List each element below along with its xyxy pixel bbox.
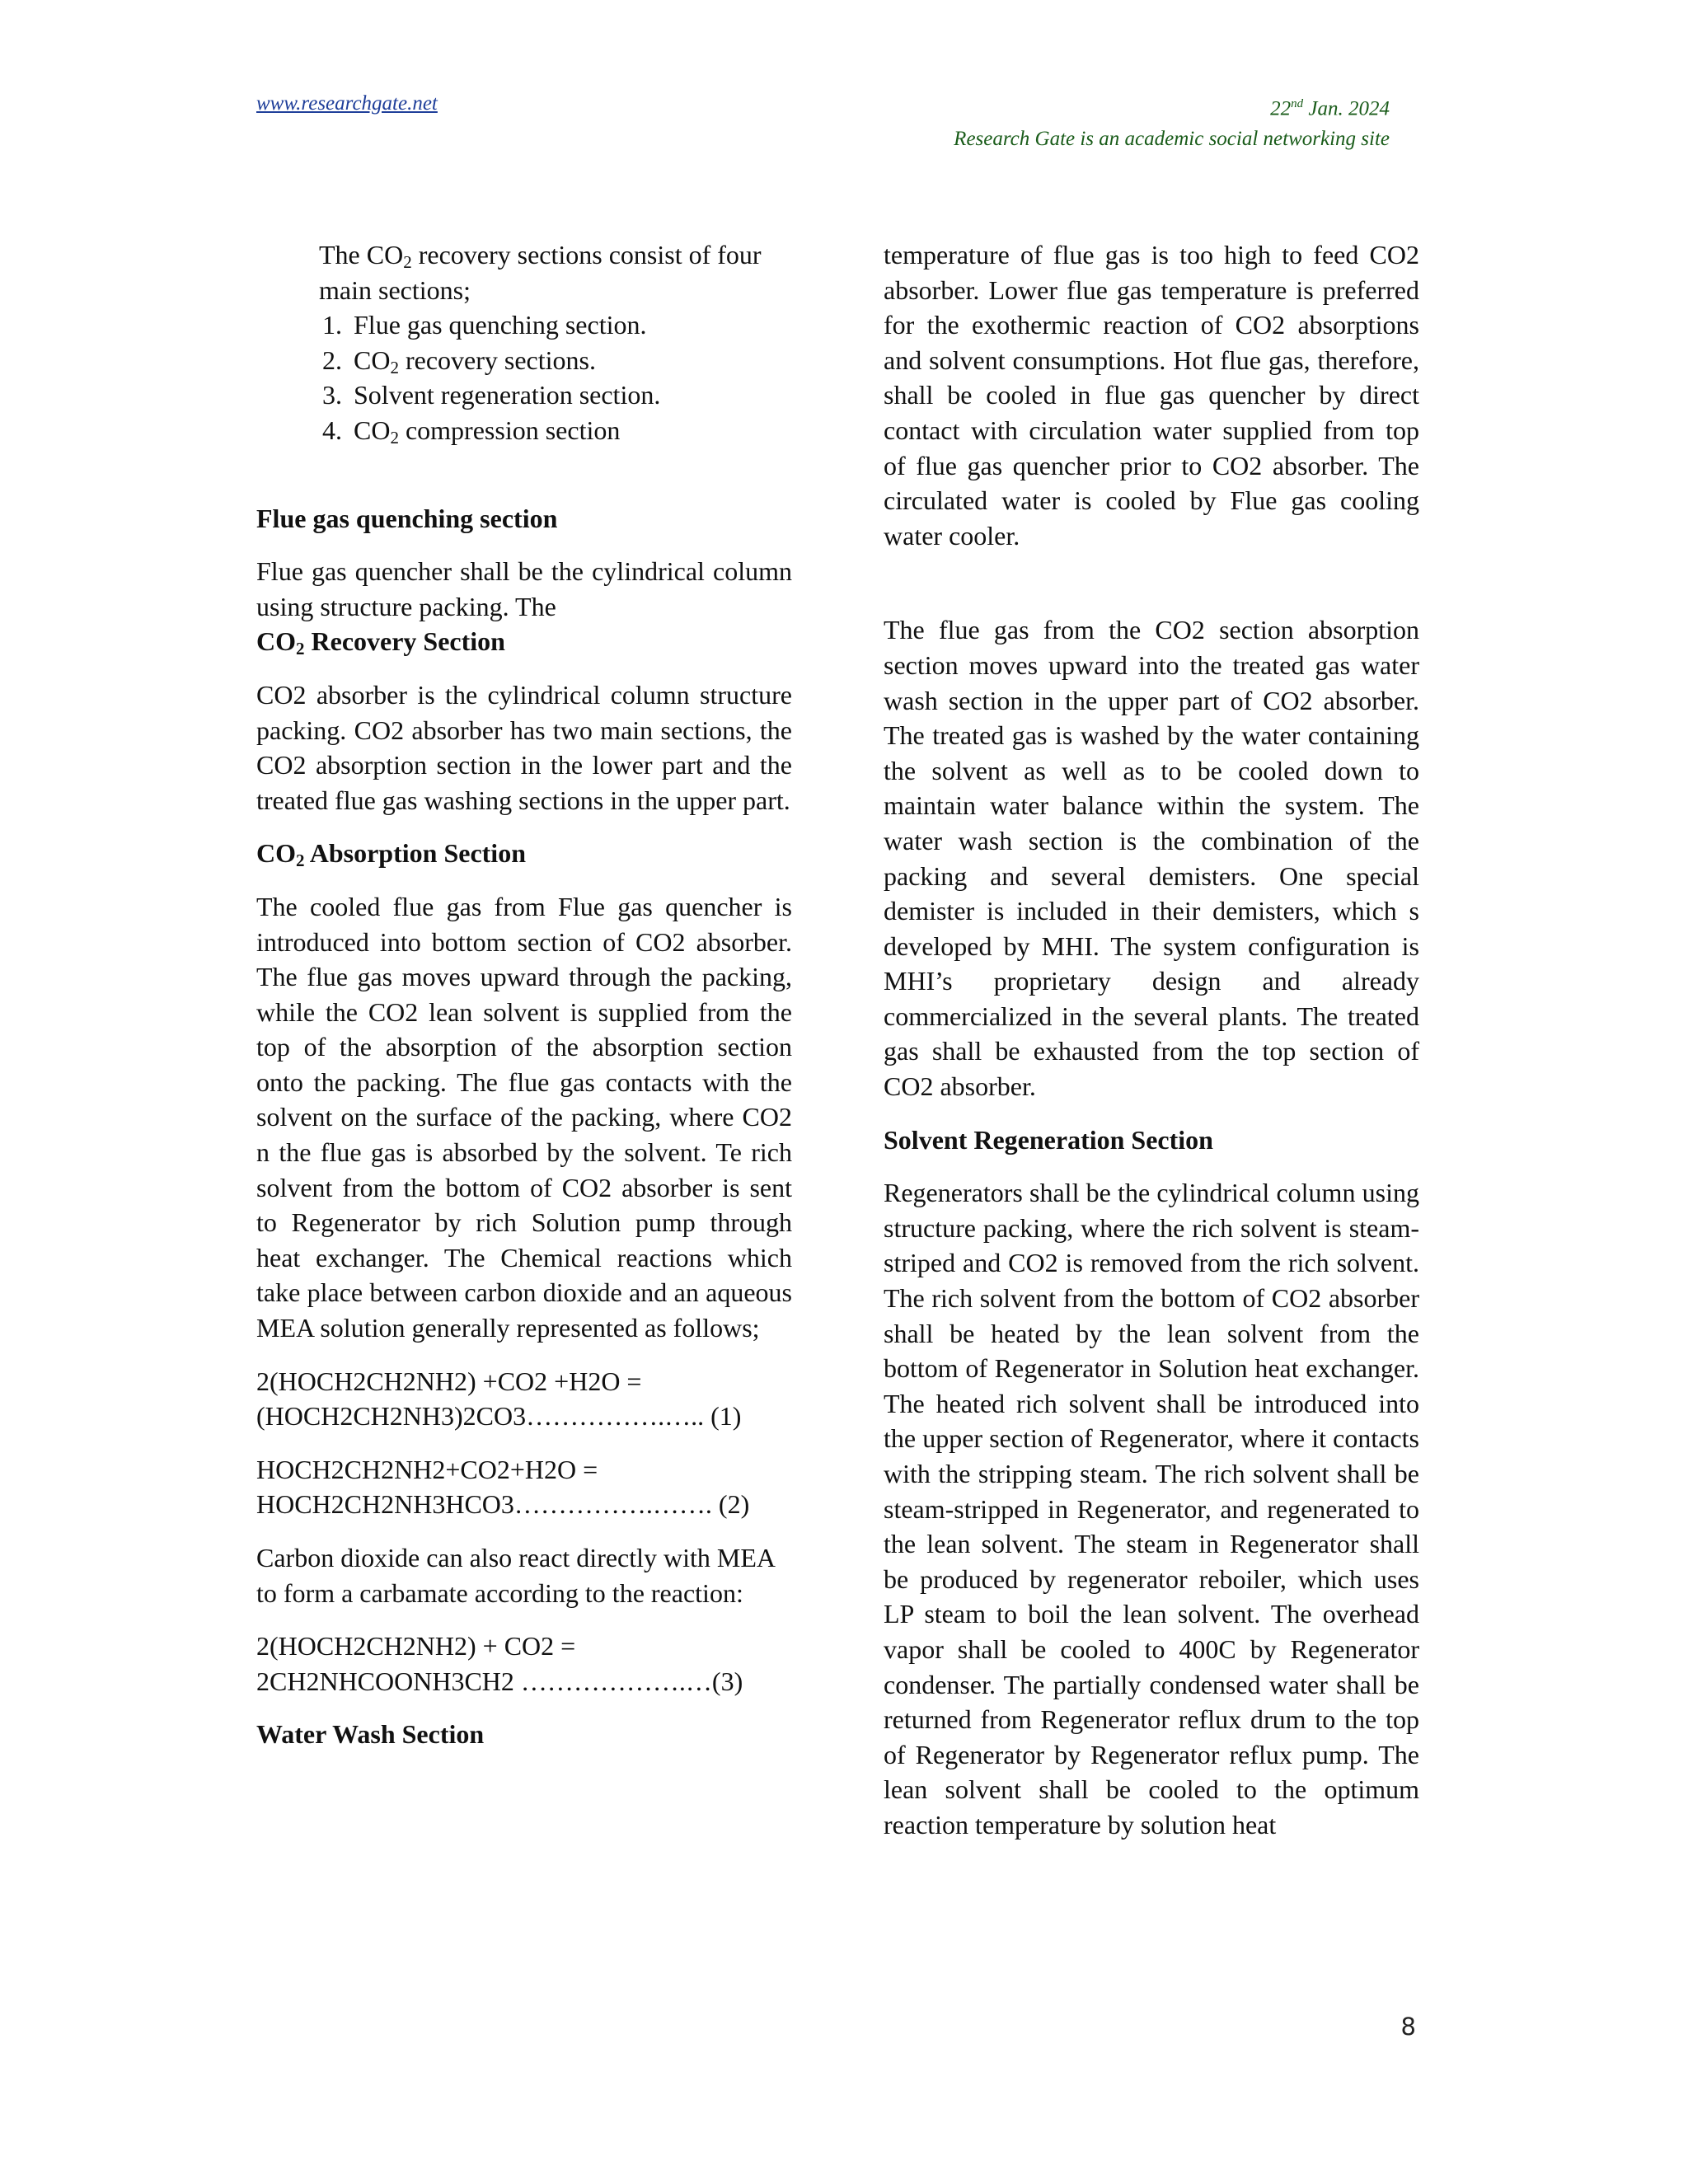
paragraph-flue-gas-temperature: temperature of flue gas is too high to feed CO2 absorber. Lower flue gas temperature is preferred for the exothermic reaction of CO2 absorptions and solvent consumptions. Hot flue gas, therefore, shall be cooled in flue gas quencher by direct contact with circulation water supplied from top of flue gas quencher prior to CO2 absorber. The circulated water is cooled by Flue gas cooling water cooler. (884, 240, 1419, 551)
heading-flue-gas-quenching: Flue gas quenching section (256, 503, 558, 533)
page-number: 8 (1400, 2013, 1416, 2041)
intro-paragraph: The $CO_2$ recovery sections consist of four main sections; (319, 240, 762, 305)
list-item: 2. $CO_2$ recovery sections. (349, 343, 792, 378)
heading-water-wash: Water Wash Section (256, 1719, 485, 1750)
date-suffix: nd (1291, 97, 1304, 110)
heading-solvent-regeneration: Solvent Regeneration Section (884, 1124, 1213, 1155)
section-list (256, 307, 792, 448)
header-site-description: Research Gate is an academic social networking site (954, 128, 1390, 151)
paragraph-quencher: Flue gas quencher shall be the cylindrical column using structure packing. The (256, 556, 792, 621)
left-column (256, 237, 792, 1752)
equation-2: HOCH2CH2NH2+CO2+H2O = HOCH2CH2NH3HCO3…………….……. (2) (256, 1454, 750, 1520)
heading-co2-recovery: $CO_2$ Recovery Section (256, 626, 505, 659)
equation-1: 2(HOCH2CH2NH2) +CO2 +H2O = (HOCH2CH2NH3)2CO3…………….….. (1) (256, 1366, 742, 1432)
date-day: 22 (1270, 97, 1292, 120)
header-meta (954, 89, 1390, 154)
equation-3: 2(HOCH2CH2NH2) + CO2 = 2CH2NHCOONH3CH2 ……………….…(3) (256, 1631, 743, 1696)
date-rest: Jan. 2024 (1303, 97, 1390, 120)
paragraph-regeneration: Regenerators shall be the cylindrical column using structure packing, where the rich solvent is steam-striped and CO2 is removed from the rich solvent. The rich solvent from the bottom of CO2 absorber shall be heated by the lean solvent from the bottom of Regenerator in Solution heat exchanger. The heated rich solvent shall be introduced into the upper section of Regenerator, where it contacts with the stripping steam. The rich solvent shall be steam-stripped in Regenerator, and regenerated to the lean solvent. The steam in Regenerator shall be produced by regenerator reboiler, which uses LP steam to boil the lean solvent. The overhead vapor shall be cooled to 400C by Regenerator condenser. The partially condensed water shall be returned from Regenerator reflux drum to the top of Regenerator by Regenerator reflux pump. The lean solvent shall be cooled to the optimum reaction temperature by solution heat (884, 1178, 1419, 1840)
paragraph-co2-absorber: CO2 absorber is the cylindrical column structure packing. CO2 absorber has two main sections, the CO2 absorption section in the lower part and the treated flue gas washing sections in the upper part. (256, 679, 792, 815)
header-url-link[interactable]: www.researchgate.net (256, 92, 438, 115)
paragraph-water-wash: The flue gas from the CO2 section absorption section moves upward into the treated gas water wash section in the upper part of CO2 absorber. The treated gas is washed by the water containing the solvent as well as to be cooled down to maintain water balance within the system. The water wash section is the combination of the packing and several demisters. One special demister is included in their demisters, which s developed by MHI. The system configuration is MHI’s proprietary design and already commercialized in the several plants. The treated gas shall be exhausted from the top section of CO2 absorber. (884, 615, 1419, 1102)
list-item: 3. Solvent regeneration section. (349, 377, 792, 413)
list-item: 4. $CO_2$ compression section (349, 413, 792, 448)
right-column (884, 237, 1419, 1843)
paragraph-carbamate: Carbon dioxide can also react directly with MEA to form a carbamate according to the reaction: (256, 1543, 775, 1608)
heading-co2-absorption: $CO_2$ Absorption Section (256, 838, 526, 871)
list-item: 1. Flue gas quenching section. (349, 307, 792, 343)
header-date (954, 89, 1390, 124)
paragraph-absorption: The cooled flue gas from Flue gas quencher is introduced into bottom section of CO2 absorber. The flue gas moves upward through the packing, while the CO2 lean solvent is supplied from the top of the absorption of the absorption section onto the packing. The flue gas contacts with the solvent on the surface of the packing, where CO2 n the flue gas is absorbed by the solvent. Te rich solvent from the bottom of CO2 absorber is sent to Regenerator by rich Solution pump through heat exchanger. The Chemical reactions which take place between carbon dioxide and an aqueous MEA solution generally represented as follows; (256, 891, 792, 1343)
